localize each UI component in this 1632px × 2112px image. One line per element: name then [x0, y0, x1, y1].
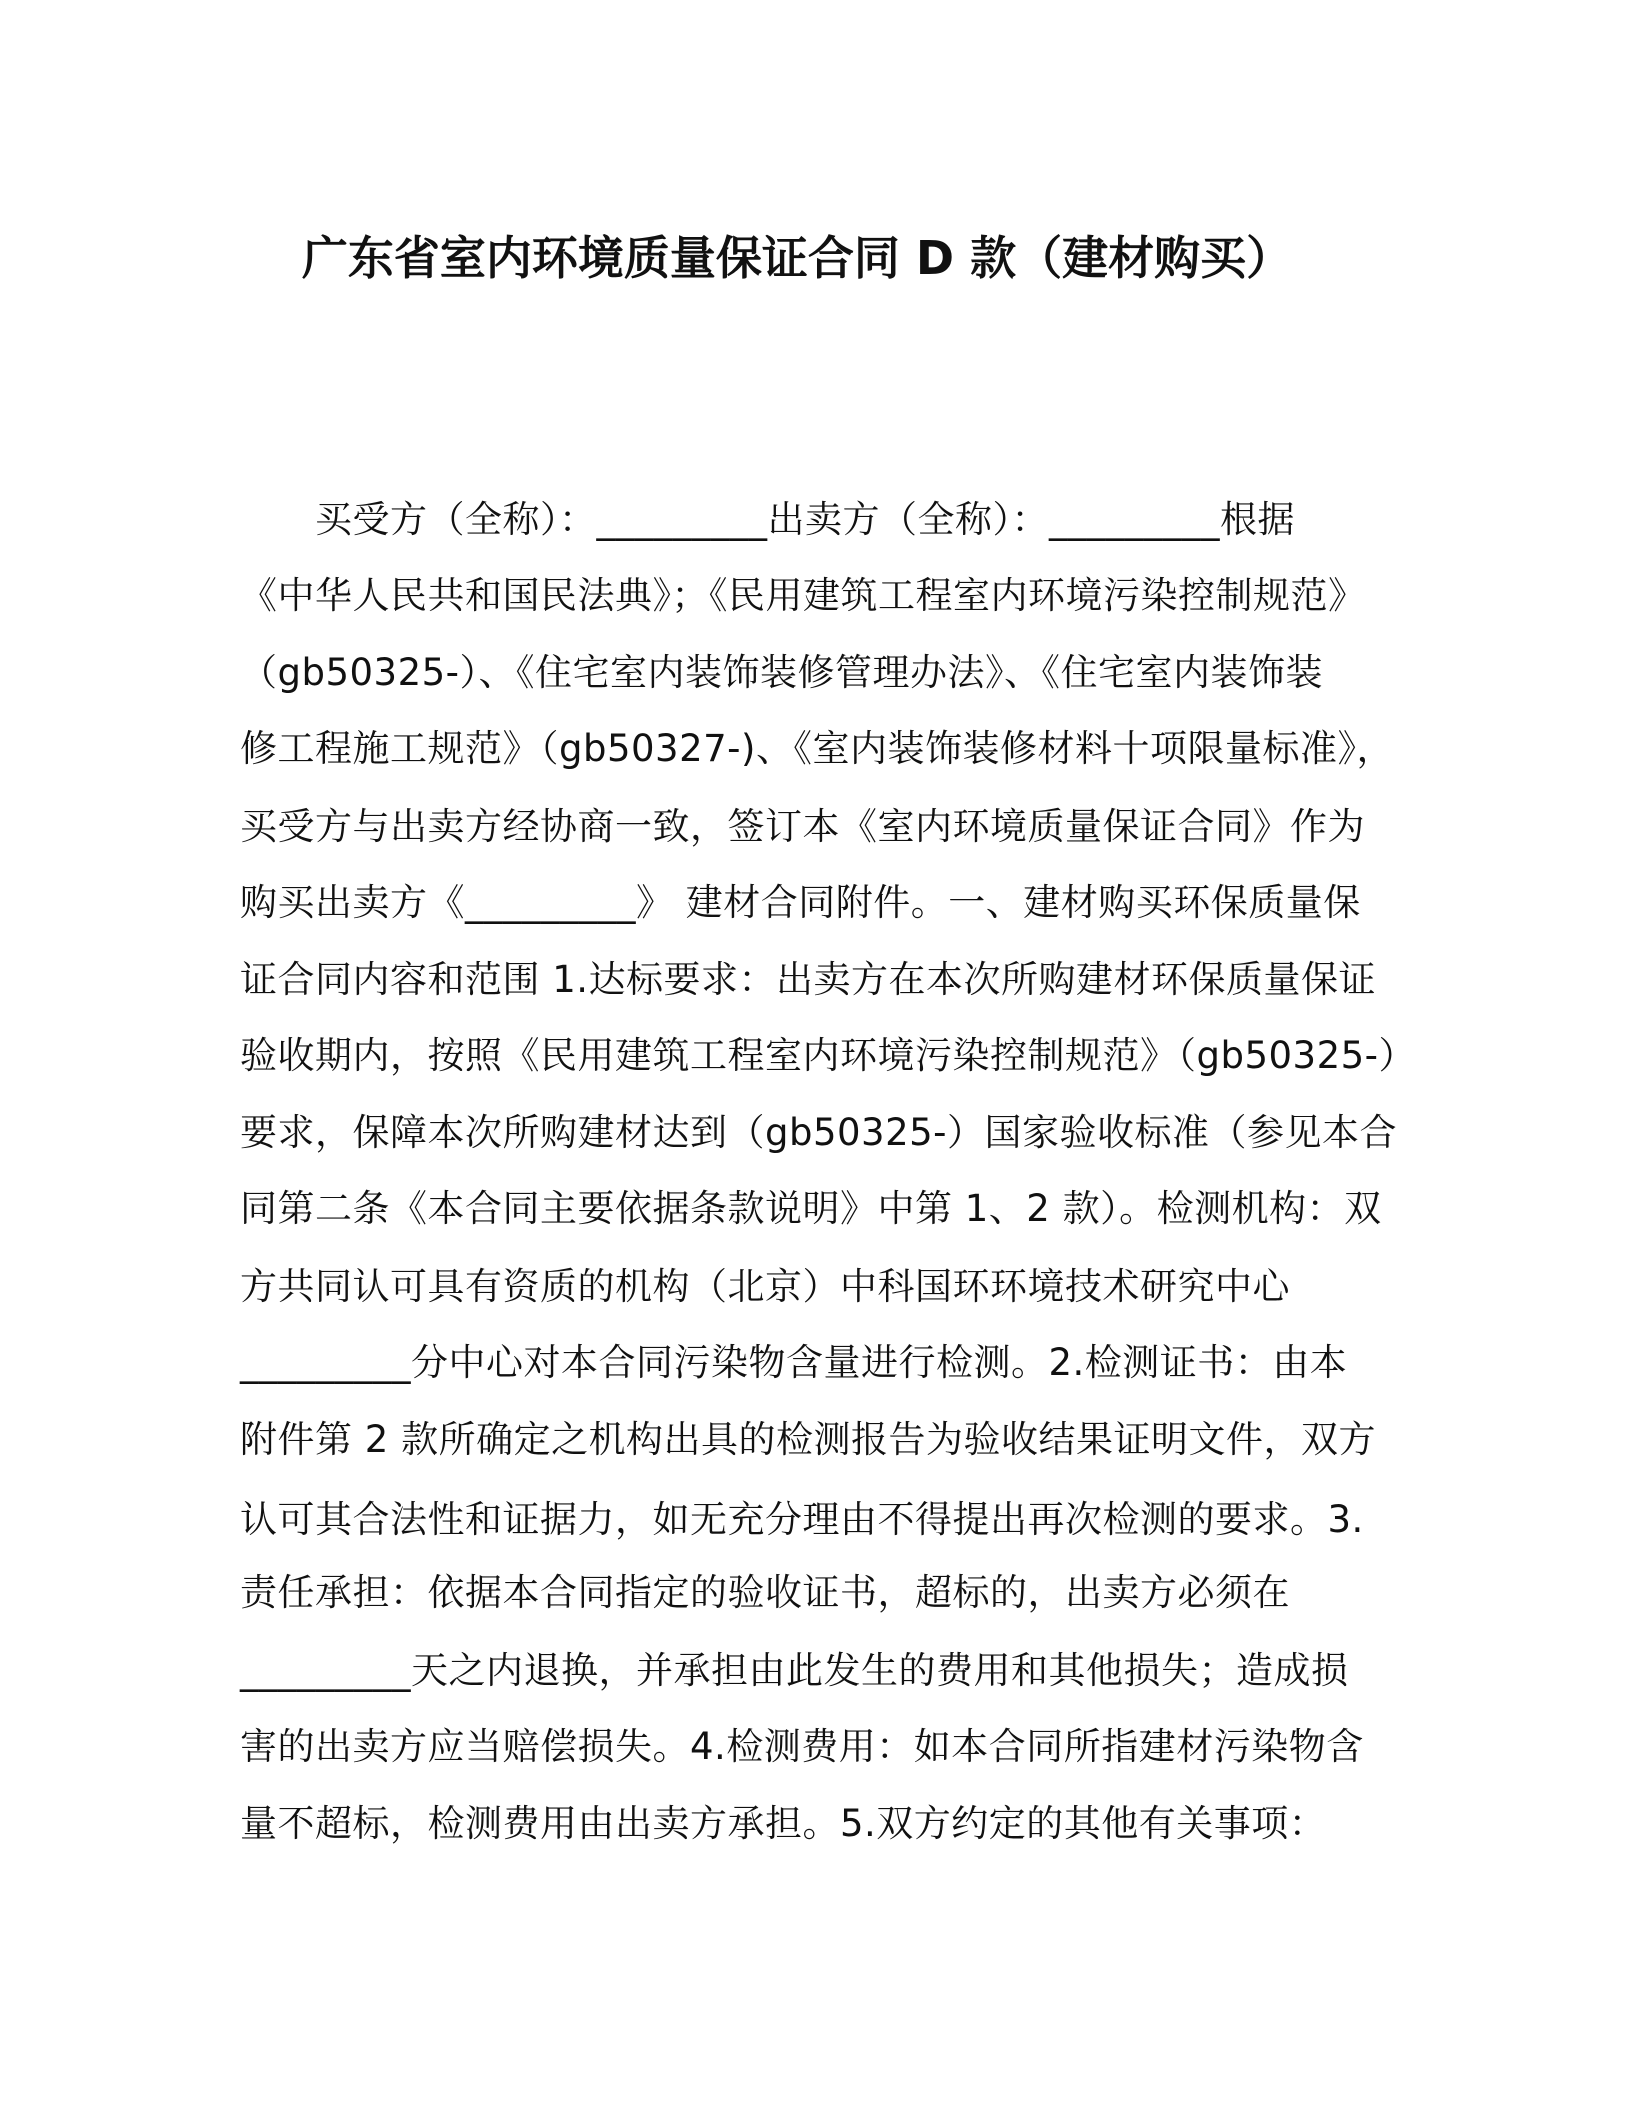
body-line: 验收期内，按照《民用建筑工程室内环境污染控制规范》（gb50325-） — [240, 1034, 1417, 1077]
body-line: _________分中心对本合同污染物含量进行检测。2.检测证书：由本 — [240, 1341, 1348, 1384]
body-line: 责任承担：依据本合同指定的验收证书，超标的，出卖方必须在 — [240, 1571, 1290, 1614]
body-line: 要求，保障本次所购建材达到（gb50325-）国家验收标准（参见本合 — [240, 1111, 1398, 1154]
body-line: 害的出卖方应当赔偿损失。4.检测费用：如本合同所指建材污染物含 — [240, 1725, 1364, 1768]
body-line: （gb50325-）、《住宅室内装饰装修管理办法》、《住宅室内装饰装 — [240, 651, 1324, 694]
body-line: 购买出卖方《_________》 建材合同附件。一、建材购买环保质量保 — [240, 881, 1361, 924]
body-line: 证合同内容和范围 1.达标要求：出卖方在本次所购建材环保质量保证 — [240, 958, 1377, 1001]
body-line: 买受方与出卖方经协商一致，签订本《室内环境质量保证合同》作为 — [240, 805, 1365, 848]
body-line: 附件第 2 款所确定之机构出具的检测报告为验收结果证明文件，双方 — [240, 1418, 1377, 1461]
body-line: 买受方（全称）：_________出卖方（全称）：_________根据 — [240, 498, 1295, 541]
body-line: 量不超标，检测费用由出卖方承担。5.双方约定的其他有关事项： — [240, 1802, 1327, 1845]
body-line: 《中华人民共和国民法典》；《民用建筑工程室内环境污染控制规范》 — [240, 574, 1366, 617]
body-line: _________天之内退换，并承担由此发生的费用和其他损失；造成损 — [240, 1649, 1349, 1692]
body-line: 认可其合法性和证据力，如无充分理由不得提出再次检测的要求。3. — [240, 1498, 1364, 1541]
body-line: 修工程施工规范》（gb50327-)、《室内装饰装修材料十项限量标准》， — [240, 727, 1394, 770]
body-line: 方共同认可具有资质的机构（北京）中科国环环境技术研究中心 — [240, 1265, 1290, 1308]
body-line: 同第二条《本合同主要依据条款说明》中第 1、2 款）。检测机构：双 — [240, 1187, 1382, 1230]
document-title: 广东省室内环境质量保证合同 D 款（建材购买） — [301, 231, 1293, 285]
